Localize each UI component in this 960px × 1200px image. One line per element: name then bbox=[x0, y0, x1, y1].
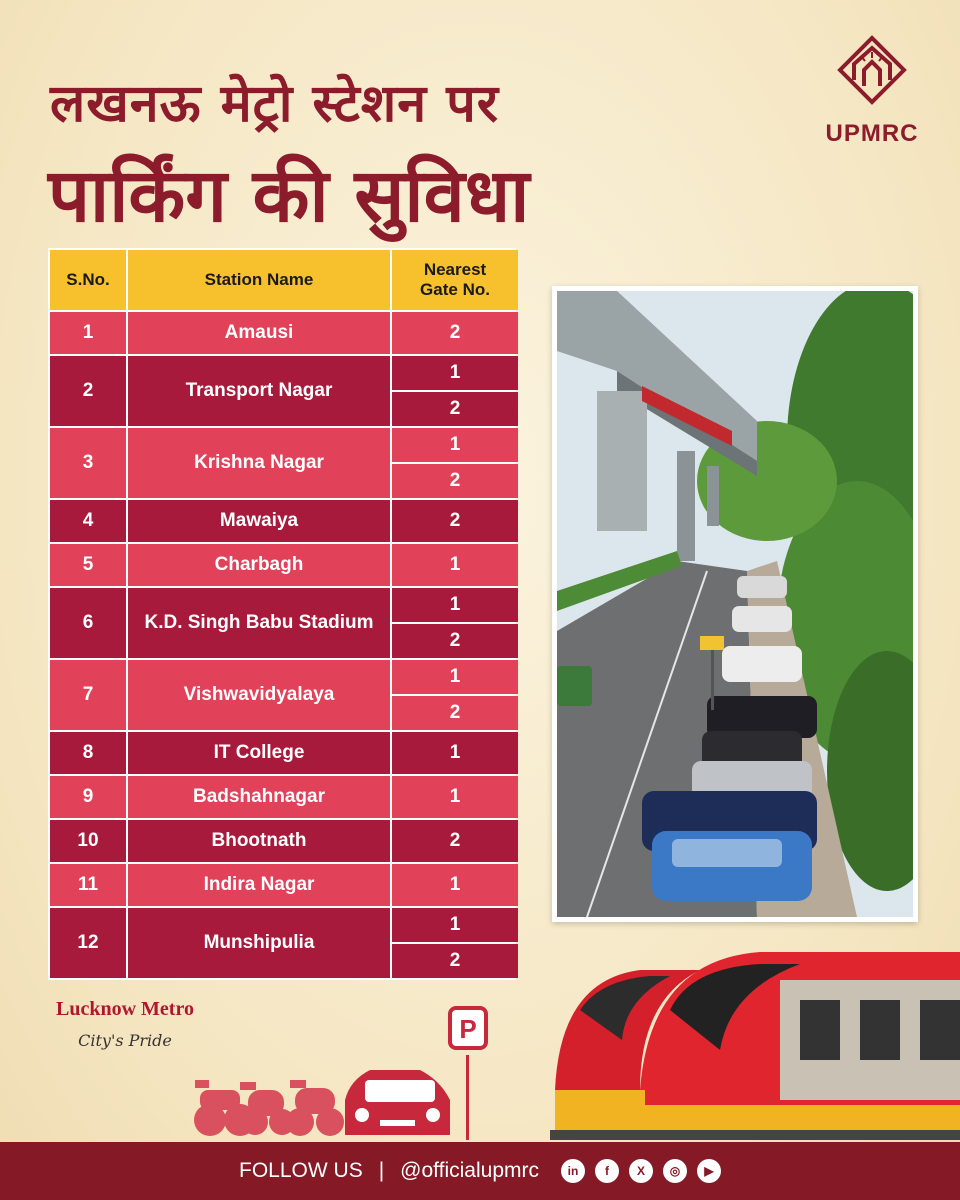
facebook-icon[interactable]: f bbox=[595, 1159, 619, 1183]
row-sno: 9 bbox=[50, 776, 126, 818]
row-sno: 5 bbox=[50, 544, 126, 586]
row-gates bbox=[392, 500, 518, 542]
row-gate-number: 2 bbox=[392, 500, 518, 542]
row-gate-number: 1 bbox=[392, 588, 518, 622]
row-sno: 8 bbox=[50, 732, 126, 774]
row-gates bbox=[392, 776, 518, 818]
row-gates bbox=[392, 820, 518, 862]
row-gate-number: 1 bbox=[392, 732, 518, 774]
row-gate-number: 2 bbox=[392, 820, 518, 862]
linkedin-icon[interactable]: in bbox=[561, 1159, 585, 1183]
column-header-gate-header: Nearest Gate No. bbox=[392, 250, 518, 310]
row-gate-number: 2 bbox=[392, 392, 518, 426]
metro-parking-photo bbox=[552, 286, 918, 922]
brand-name: Lucknow Metro bbox=[56, 998, 194, 1020]
row-gates bbox=[392, 864, 518, 906]
row-gates bbox=[392, 356, 518, 426]
row-station-name: K.D. Singh Babu Stadium bbox=[128, 588, 390, 658]
row-station-name: Charbagh bbox=[128, 544, 390, 586]
parking-sign-label: P bbox=[459, 1014, 477, 1044]
row-station-name: Mawaiya bbox=[128, 500, 390, 542]
logo-text: UPMRC bbox=[825, 120, 919, 147]
upmrc-logo bbox=[812, 30, 932, 170]
column-header-sno-header: S.No. bbox=[50, 250, 126, 310]
row-station-name: Vishwavidyalaya bbox=[128, 660, 390, 730]
brand-block bbox=[40, 998, 210, 1050]
upmrc-logo-icon bbox=[832, 30, 912, 110]
brand-tagline: City's Pride bbox=[78, 1031, 172, 1050]
x-twitter-icon[interactable]: X bbox=[629, 1159, 653, 1183]
footer-bar bbox=[0, 1142, 960, 1200]
row-gates bbox=[392, 660, 518, 730]
row-station-name: Munshipulia bbox=[128, 908, 390, 978]
parking-sign-icon bbox=[450, 1008, 486, 1140]
row-gates bbox=[392, 544, 518, 586]
row-station-name: Amausi bbox=[128, 312, 390, 354]
row-sno: 3 bbox=[50, 428, 126, 498]
row-gate-number: 1 bbox=[392, 356, 518, 390]
row-station-name: Badshahnagar bbox=[128, 776, 390, 818]
row-sno: 11 bbox=[50, 864, 126, 906]
row-gates bbox=[392, 588, 518, 658]
row-gate-number: 2 bbox=[392, 944, 518, 978]
row-sno: 4 bbox=[50, 500, 126, 542]
social-icons bbox=[561, 1159, 721, 1183]
row-sno: 10 bbox=[50, 820, 126, 862]
row-sno: 2 bbox=[50, 356, 126, 426]
row-station-name: Bhootnath bbox=[128, 820, 390, 862]
page-title-line2: पार्किंग की सुविधा bbox=[48, 153, 530, 239]
column-header-station-header: Station Name bbox=[128, 250, 390, 310]
row-gates bbox=[392, 732, 518, 774]
row-station-name: Krishna Nagar bbox=[128, 428, 390, 498]
youtube-icon[interactable]: ▶ bbox=[697, 1159, 721, 1183]
row-sno: 1 bbox=[50, 312, 126, 354]
row-gate-number: 2 bbox=[392, 312, 518, 354]
row-gate-number: 1 bbox=[392, 776, 518, 818]
row-gate-number: 2 bbox=[392, 696, 518, 730]
row-station-name: Transport Nagar bbox=[128, 356, 390, 426]
row-gate-number: 2 bbox=[392, 624, 518, 658]
row-gate-number: 1 bbox=[392, 908, 518, 942]
row-gate-number: 1 bbox=[392, 864, 518, 906]
row-gate-number: 1 bbox=[392, 428, 518, 462]
row-gate-number: 1 bbox=[392, 660, 518, 694]
row-sno: 12 bbox=[50, 908, 126, 978]
social-handle[interactable]: @officialupmrc bbox=[400, 1159, 539, 1182]
row-sno: 7 bbox=[50, 660, 126, 730]
row-sno: 6 bbox=[50, 588, 126, 658]
footer-separator: | bbox=[378, 1159, 385, 1182]
row-station-name: IT College bbox=[128, 732, 390, 774]
row-gates bbox=[392, 428, 518, 498]
row-station-name: Indira Nagar bbox=[128, 864, 390, 906]
row-gates bbox=[392, 312, 518, 354]
parking-table bbox=[48, 248, 516, 980]
row-gate-number: 2 bbox=[392, 464, 518, 498]
row-gate-number: 1 bbox=[392, 544, 518, 586]
follow-us-label: FOLLOW US bbox=[239, 1159, 363, 1182]
instagram-icon[interactable]: ◎ bbox=[663, 1159, 687, 1183]
page-title-line1: लखनऊ मेट्रो स्टेशन पर bbox=[50, 74, 500, 134]
